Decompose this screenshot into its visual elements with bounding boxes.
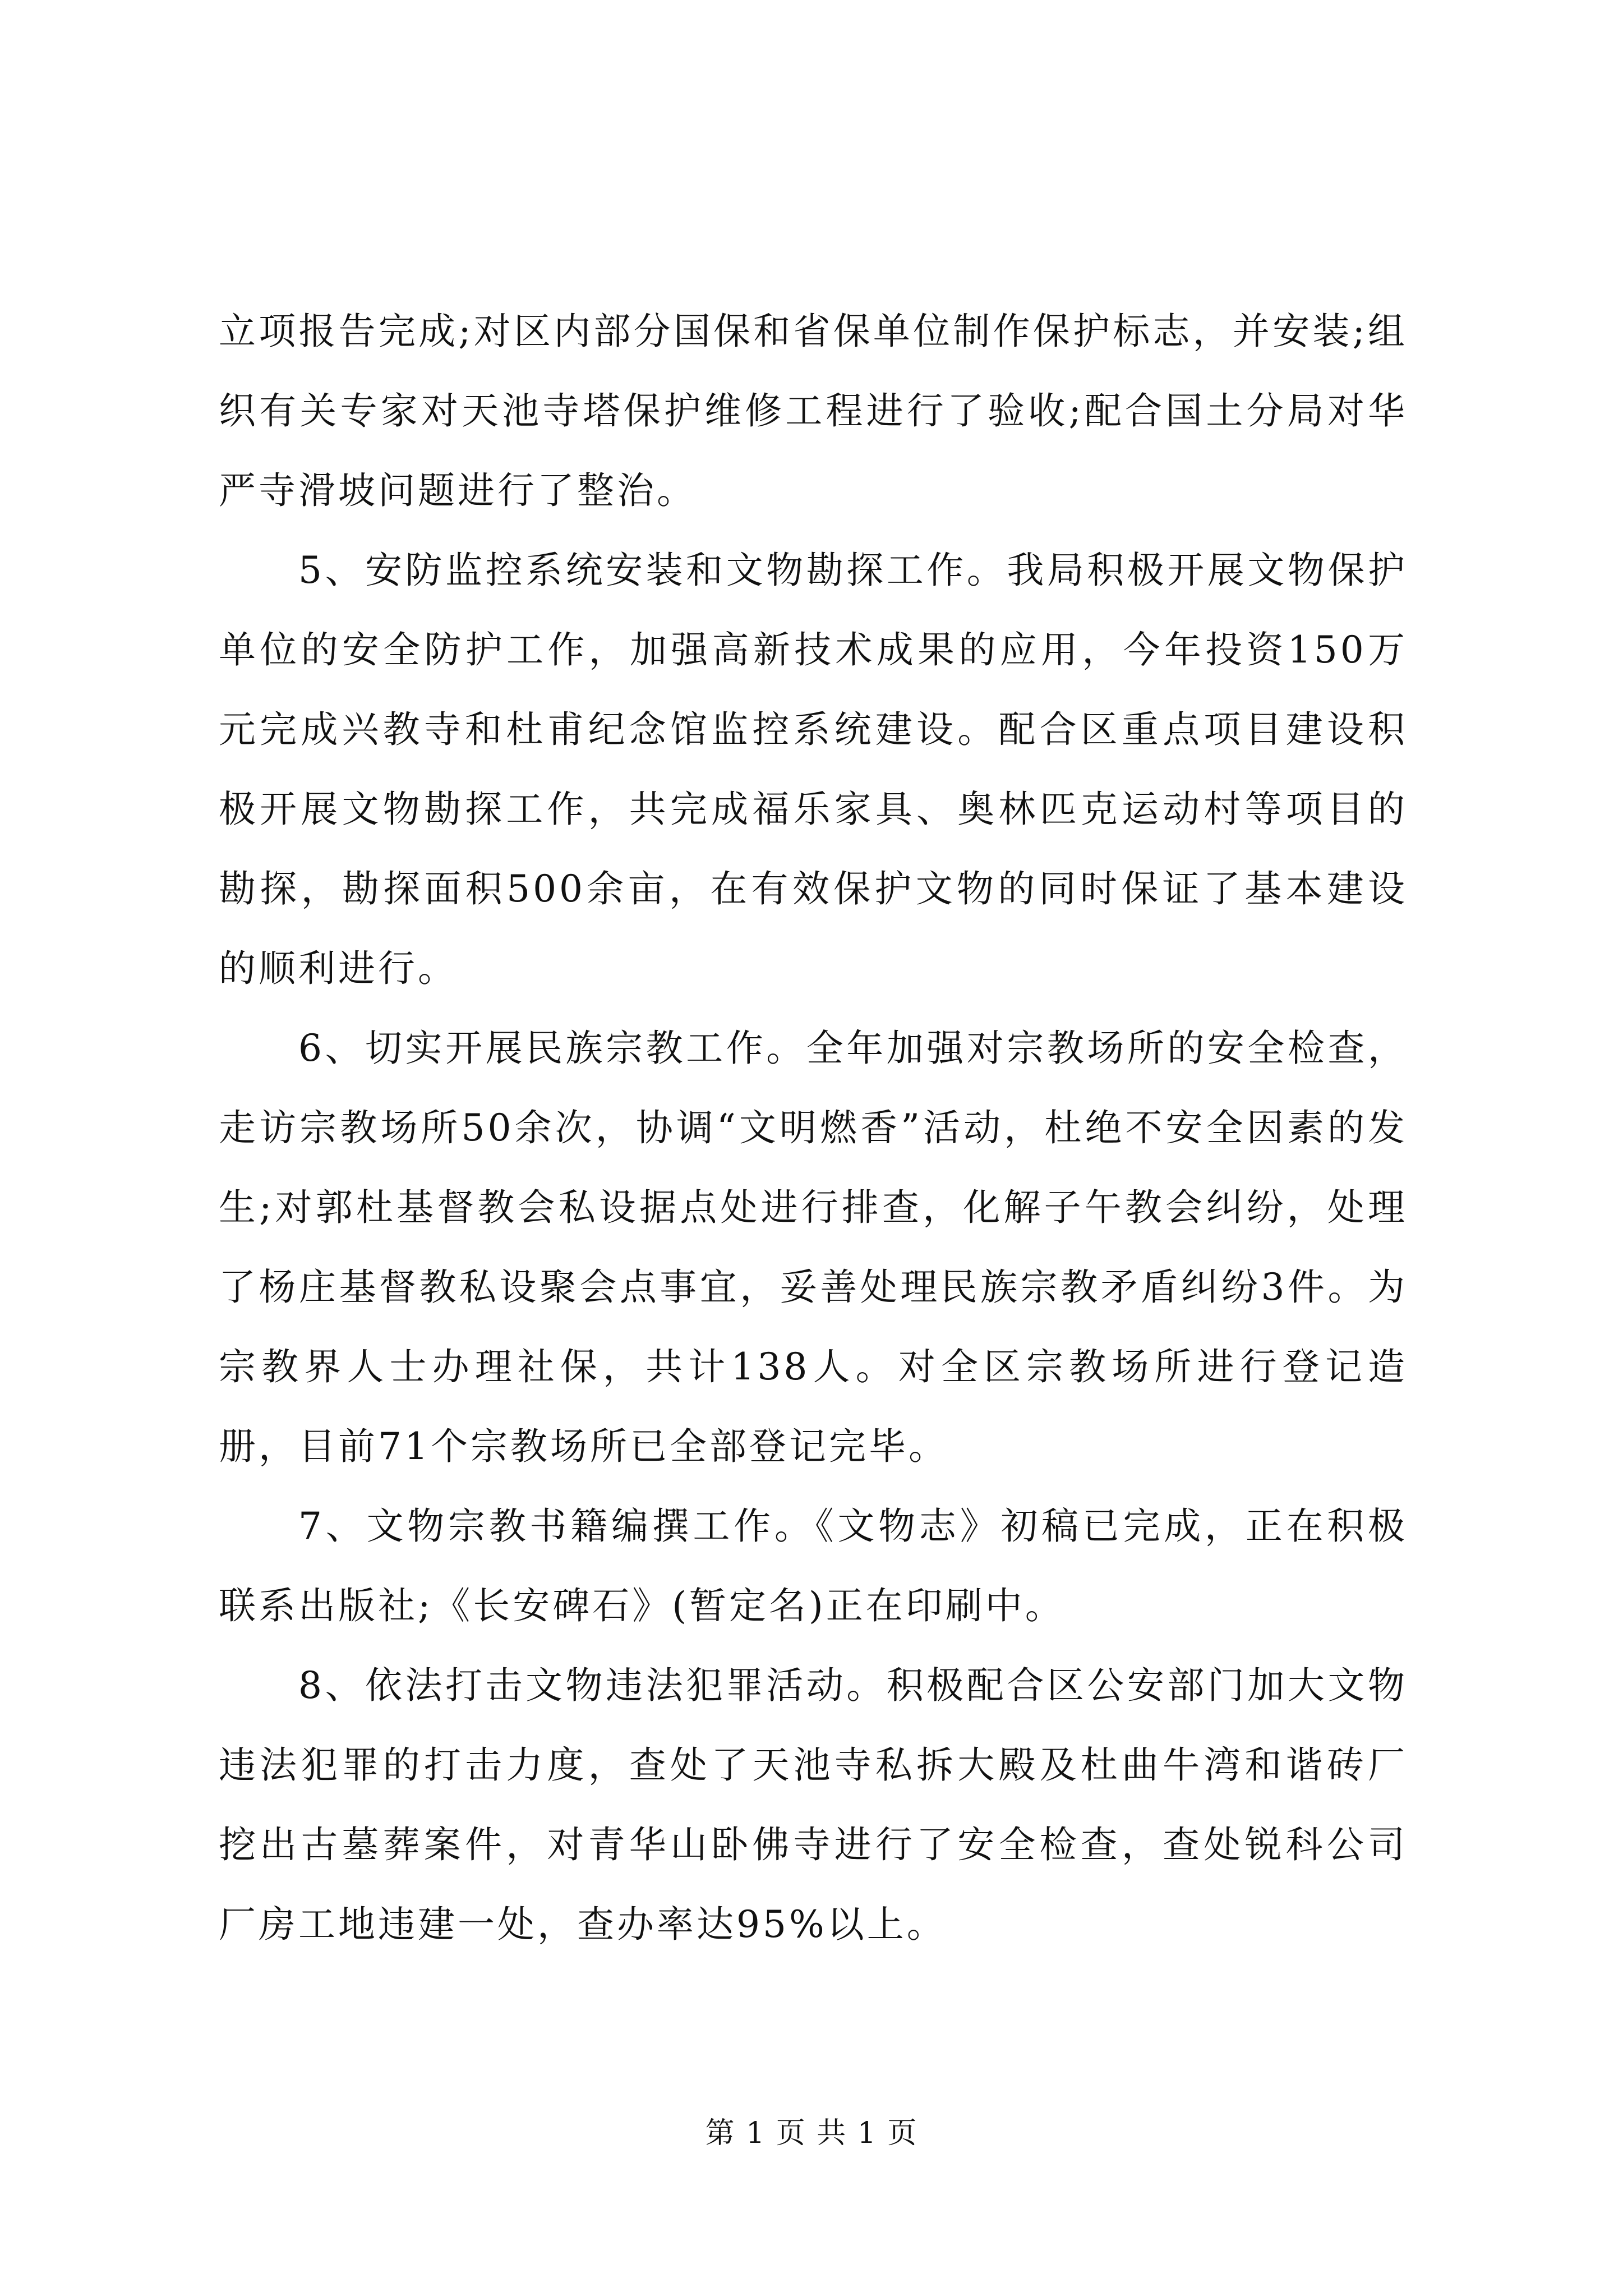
paragraph-item-5: 5、安防监控系统安装和文物勘探工作。我局积极开展文物保护单位的安全防护工作，加强高新技术成果的应用，今年投资150万元完成兴教寺和杜甫纪念馆监控系统建设。配合区重点项目建设积极开展文物勘探工作，共完成福乐家具、奥林匹克运动村等项目的勘探，勘探面积500余亩，在有效保护文物的同时保证了基本建设的顺利进行。 xyxy=(219,549,1408,990)
paragraph-item-6: 6、切实开展民族宗教工作。全年加强对宗教场所的安全检查，走访宗教场所50余次，协调“文明燃香”活动，杜绝不安全因素的发生;对郭杜基督教会私设据点处进行排查，化解子午教会纠纷，处理了杨庄基督教私设聚会点事宜，妥善处理民族宗教矛盾纠纷3件。为宗教界人士办理社保，共计138人。对全区宗教场所进行登记造册，目前71个宗教场所已全部登记完毕。 xyxy=(219,1027,1408,1468)
page-number-footer: 第 1 页 共 1 页 xyxy=(705,2116,918,2150)
document-body xyxy=(219,292,1408,1964)
paragraph-item-7: 7、文物宗教书籍编撰工作。《文物志》初稿已完成，正在积极联系出版社;《长安碑石》(暂定名)正在印刷中。 xyxy=(219,1504,1408,1627)
paragraph-item-8: 8、依法打击文物违法犯罪活动。积极配合区公安部门加大文物违法犯罪的打击力度，查处了天池寺私拆大殿及杜曲牛湾和谐砖厂挖出古墓葬案件，对青华山卧佛寺进行了安全检查，查处锐科公司厂房工地违建一处，查办率达95%以上。 xyxy=(219,1664,1408,1946)
paragraph-continued: 立项报告完成;对区内部分国保和省保单位制作保护标志，并安装;组织有关专家对天池寺塔保护维修工程进行了验收;配合国土分局对华严寺滑坡问题进行了整治。 xyxy=(219,310,1408,512)
